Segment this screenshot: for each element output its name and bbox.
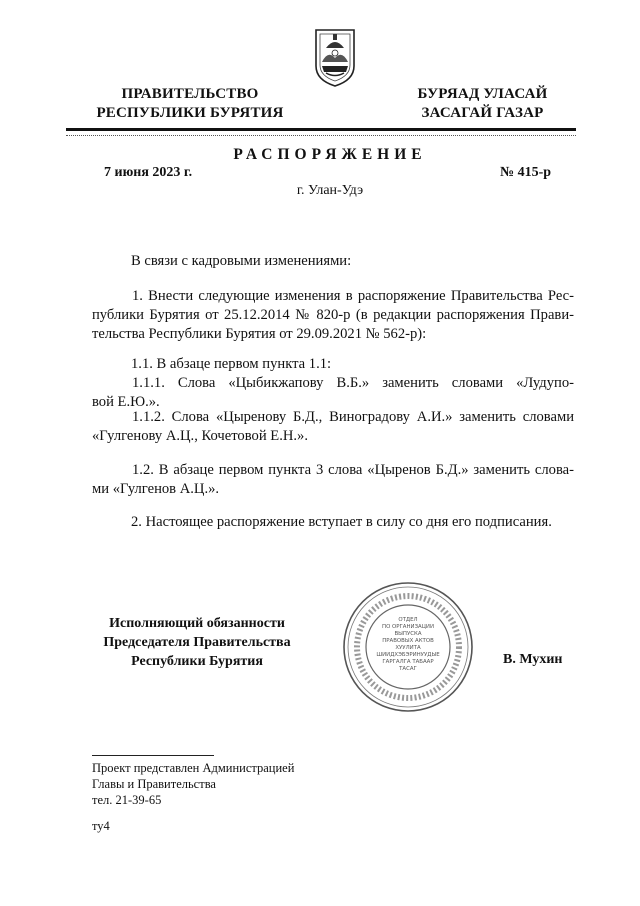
document-date: 7 июня 2023 г. [104,165,193,180]
footer-rule [92,755,214,756]
header-left-line1: ПРАВИТЕЛЬСТВО [121,86,259,102]
signatory-position-line3: Республики Бурятия [131,654,263,669]
header-right-line2: ЗАСАГАЙ ГАЗАР [421,105,544,121]
paragraph-1-line: публики Бурятия от 25.12.2014 № 820-р (в редакции распоряжения Прави- [92,307,574,323]
header-right [395,85,570,123]
paragraph-1-2-line: 1.2. В абзаце первом пункта 3 слова «Цыренов Б.Д.» заменить слова- [132,462,574,478]
stamp-inner-text [368,617,448,673]
paragraph-1-1-2-line: «Гулгенову А.Ц., Кочетовой Е.Н.». [92,428,308,444]
document-number: № 415-р [500,165,552,180]
coat-of-arms-emblem [312,26,358,88]
paragraph-1-1-1 [92,374,574,412]
footer-code: ту4 [92,819,110,833]
header-left [90,85,290,123]
header-right-line1: БУРЯАД УЛАСАЙ [417,86,548,102]
intro-paragraph: В связи с кадровыми изменениями: [131,253,352,269]
official-stamp [340,579,476,715]
paragraph-1 [92,287,574,344]
document-city: г. Улан-Удэ [296,183,364,198]
stamp-line: ТАСАГ [399,666,417,672]
stamp-line: ХУУЛИТА [395,645,421,651]
stamp-line: ШИИДХЭБЭРИНУУДЫЕ [376,652,440,658]
paragraph-1-2 [92,461,574,499]
signatory-position-line2: Председателя Правительства [103,635,291,650]
header-left-line2: РЕСПУБЛИКИ БУРЯТИЯ [96,105,284,121]
paragraph-1-1-1-line: 1.1.1. Слова «Цыбикжапову В.Б.» заменить словами «Лудупо- [132,375,574,391]
header-rule-dotted [66,135,576,136]
stamp-line: ВЫПУСКА [394,631,422,637]
footer-note [92,760,294,808]
signatory-position [82,614,312,671]
paragraph-1-1-1-line: вой Е.Ю.». [92,394,160,410]
paragraph-1-2-line: ми «Гулгенов А.Ц.». [92,481,220,497]
paragraph-2: 2. Настоящее распоряжение вступает в силу со дня его подписания. [131,514,552,530]
header-rule-thick [66,128,576,131]
footer-line1: Проект представлен Администрацией [92,761,295,775]
signatory-name: В. Мухин [503,652,563,667]
footer-line3: тел. 21-39-65 [92,793,162,807]
stamp-line: ГАРГАЛГА ТАБААР [382,659,434,665]
paragraph-1-1-2 [92,408,574,446]
paragraph-1-line: 1. Внести следующие изменения в распоряжение Правительства Рес- [132,288,574,304]
document-title: РАСПОРЯЖЕНИЕ [233,146,427,163]
footer-line2: Главы и Правительства [92,777,216,791]
signatory-position-line1: Исполняющий обязанности [109,616,285,631]
paragraph-1-1-2-line: 1.1.2. Слова «Цыренову Б.Д., Виноградову А.И.» заменить словами [132,409,574,425]
paragraph-1-line: тельства Республики Бурятия от 29.09.2021 № 562-р): [92,326,427,342]
stamp-line: ПРАВОВЫХ АКТОВ [382,638,434,644]
stamp-line: ПО ОРГАНИЗАЦИИ [382,624,434,630]
paragraph-1-1: 1.1. В абзаце первом пункта 1.1: [131,356,332,372]
stamp-line: ОТДЕЛ [398,617,418,623]
